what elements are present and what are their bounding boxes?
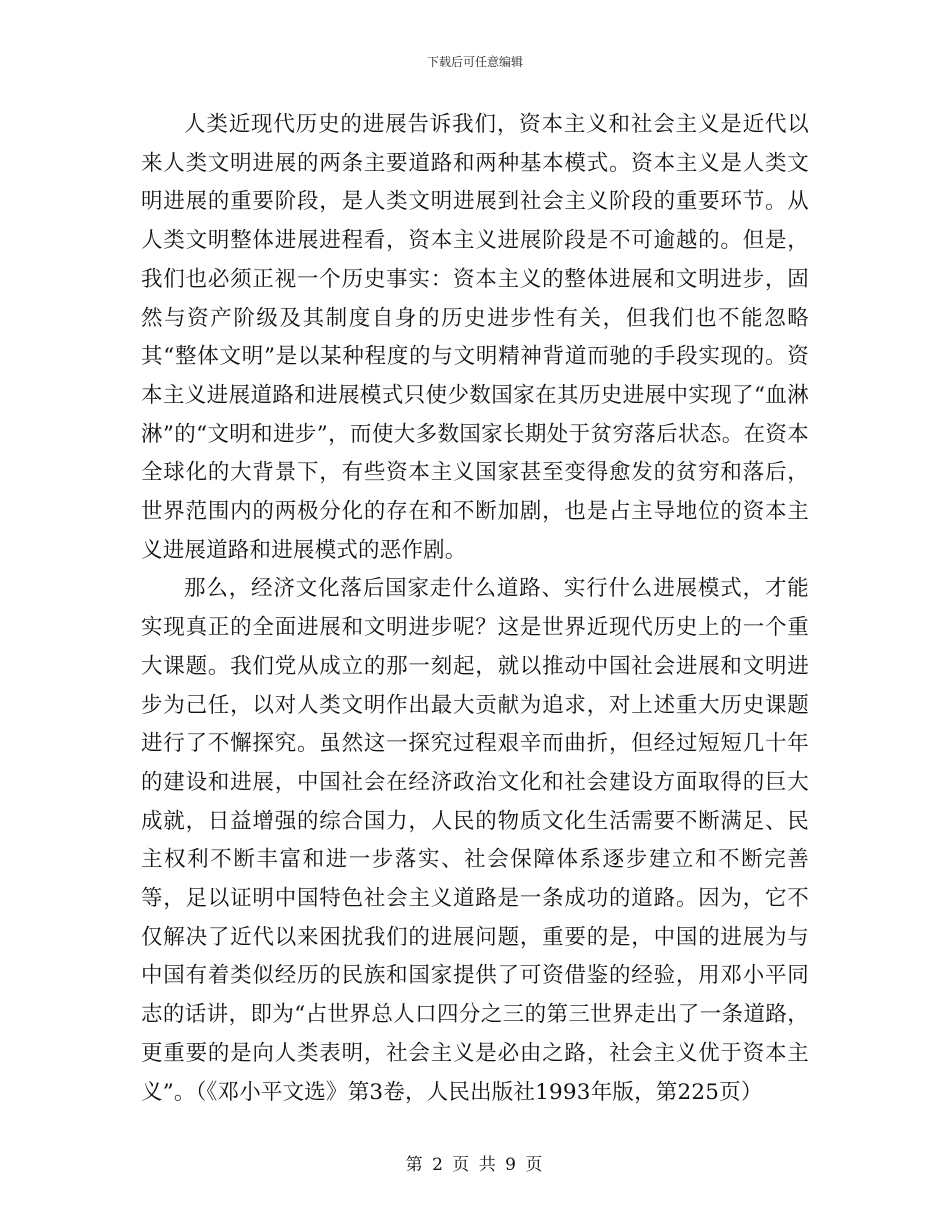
paragraph-1: 人类近现代历史的进展告诉我们，资本主义和社会主义是近代以来人类文明进展的两条主要道路和两种基本模式。资本主义是人类文明进展的重要阶段，是人类文明进展到社会主义阶段的重要环节。从人类文明整体进展进程看，资本主义进展阶段是不可逾越的。但是，我们也必须正视一个历史事实：资本主义的整体进展和文明进步，固然与资产阶级及其制度自身的历史进步性有关，但我们也不能忽略其“整体文明”是以某种程度的与文明精神背道而驰的手段实现的。资本主义进展道路和进展模式只使少数国家在其历史进展中实现了“血淋淋”的“文明和进步”，而使大多数国家长期处于贫穷落后状态。在资本全球化的大背景下，有些资本主义国家甚至变得愈发的贫穷和落后，世界范围内的两极分化的存在和不断加剧，也是占主导地位的资本主义进展道路和进展模式的恶作剧。 xyxy=(141,112,809,563)
page-header: 下载后可任意编辑 xyxy=(426,55,523,69)
paragraph-2: 那么，经济文化落后国家走什么道路、实行什么进展模式，才能实现真正的全面进展和文明进步呢？这是世界近现代历史上的一个重大课题。我们党从成立的那一刻起，就以推动中国社会进展和文明进步为己任，以对人类文明作出最大贡献为追求，对上述重大历史课题进行了不懈探究。虽然这一探究过程艰辛而曲折，但经过短短几十年的建设和进展，中国社会在经济政治文化和社会建设方面取得的巨大成就，日益增强的综合国力，人民的物质文化生活需要不断满足、民主权利不断丰富和进一步落实、社会保障体系逐步建立和不断完善等，足以证明中国特色社会主义道路是一条成功的道路。因为，它不仅解决了近代以来困扰我们的进展问题，重要的是，中国的进展为与中国有着类似经历的民族和国家提供了可资借鉴的经验，用邓小平同志的话讲，即为“占世界总人口四分之三的第三世界走出了一条道路，更重要的是向人类表明，社会主义是必由之路，社会主义优于资本主义”。（《邓小平文选》第3卷，人民出版社1993年版，第225页） xyxy=(141,576,809,1105)
document-body xyxy=(141,106,809,1112)
page-number-footer: 第 2 页 共 9 页 xyxy=(405,1155,545,1175)
